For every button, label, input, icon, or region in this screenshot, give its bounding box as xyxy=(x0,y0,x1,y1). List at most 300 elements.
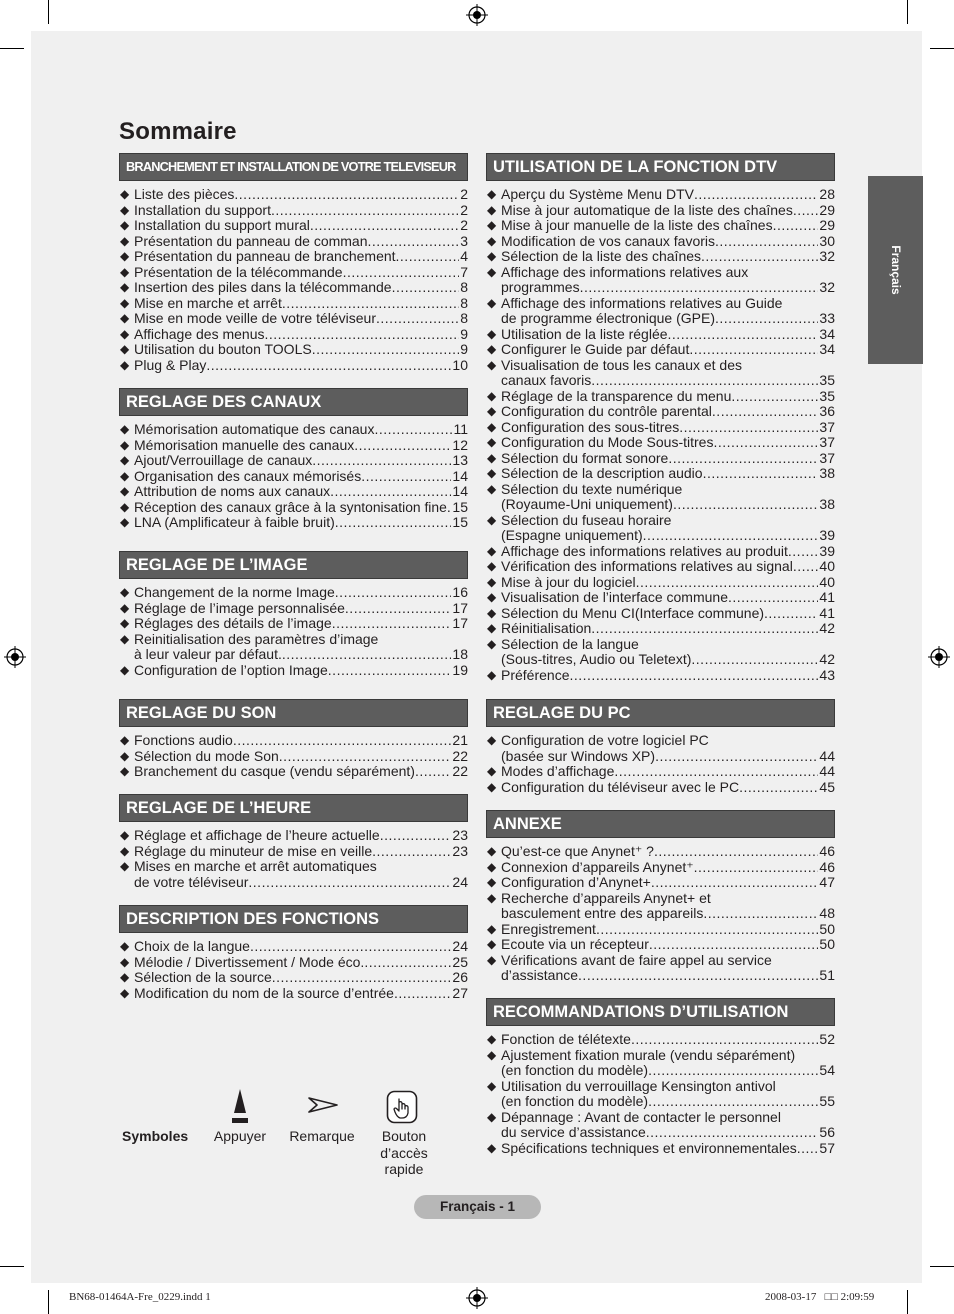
toc-entry-text: Configuration du Mode Sous-titres xyxy=(501,434,714,450)
leader-dots xyxy=(364,955,451,971)
toc-page-number: 25 xyxy=(452,953,468,970)
toc-entry-text: Réception des canaux grâce à la syntonisation fine xyxy=(134,498,447,515)
toc-entry xyxy=(486,358,835,389)
toc-entry-text: Présentation de la télécommande xyxy=(134,263,343,280)
toc-entry-text: Configurer le Guide par défaut xyxy=(501,341,690,357)
toc-page-number: 50 xyxy=(819,920,835,937)
toc-page-number: 35 xyxy=(819,387,835,404)
toc-entry xyxy=(486,860,835,876)
toc-entry xyxy=(119,327,468,343)
leader-dots xyxy=(739,780,818,796)
page-title: Sommaire xyxy=(119,118,237,145)
leader-dots xyxy=(694,187,818,203)
tools-label-line: d’accès xyxy=(380,1144,428,1161)
toc-entry xyxy=(119,970,468,986)
leader-dots xyxy=(233,733,452,749)
toc-entry xyxy=(486,1110,835,1141)
toc-entry xyxy=(119,342,468,358)
toc-entry-text: Sélection de la source xyxy=(134,969,272,985)
toc-page-number: 46 xyxy=(819,858,835,875)
toc-entry-text: (Royaume-Uni uniquement) xyxy=(501,496,673,512)
toc-entry xyxy=(486,234,835,250)
crop-mark xyxy=(930,1266,954,1267)
leader-dots xyxy=(374,422,452,438)
leader-dots xyxy=(330,484,451,500)
leader-dots xyxy=(271,203,459,219)
leader-dots xyxy=(731,389,818,405)
toc-page-number: 19 xyxy=(452,661,468,678)
toc-page-number: 34 xyxy=(819,341,835,357)
toc-entry xyxy=(486,780,835,796)
toc-page-number: 4 xyxy=(460,248,468,264)
diamond-bullet-icon: ◆ xyxy=(487,202,497,217)
diamond-bullet-icon: ◆ xyxy=(487,764,497,778)
leader-dots xyxy=(234,187,459,203)
toc-entry xyxy=(119,203,468,219)
toc-entry-text: Présentation du panneau de comman xyxy=(134,232,368,249)
toc-entry-text: Réglage et affichage de l’heure actuelle xyxy=(134,827,380,843)
toc-entry xyxy=(119,453,468,469)
toc-page-number: 43 xyxy=(819,666,835,683)
toc-entry xyxy=(486,466,835,482)
toc-section xyxy=(119,794,468,890)
registration-mark-icon xyxy=(4,646,26,668)
registration-mark-icon xyxy=(466,1287,488,1309)
leader-dots xyxy=(614,764,818,780)
toc-entry xyxy=(119,844,468,860)
toc-page-number: 46 xyxy=(819,843,835,859)
diamond-bullet-icon: ◆ xyxy=(487,342,497,356)
toc-entry xyxy=(119,484,468,500)
toc-list xyxy=(119,187,468,373)
toc-entry-text: Affichage des menus xyxy=(134,325,265,342)
toc-entry-text: Fonction de télétexte xyxy=(501,1031,631,1047)
diamond-bullet-icon: ◆ xyxy=(120,764,130,778)
note-icon xyxy=(308,1097,338,1113)
toc-page-number: 14 xyxy=(452,483,468,499)
toc-entry xyxy=(486,733,835,764)
leader-dots xyxy=(643,528,819,544)
toc-list xyxy=(486,844,835,984)
diamond-bullet-icon: ◆ xyxy=(120,342,130,356)
toc-entry xyxy=(119,296,468,312)
diamond-bullet-icon: ◆ xyxy=(487,1078,497,1093)
diamond-bullet-icon: ◆ xyxy=(487,264,497,279)
toc-entry xyxy=(486,327,835,343)
language-side-tab xyxy=(868,176,923,364)
toc-entry xyxy=(119,601,468,617)
toc-entry-text: Configuration du téléviseur avec le PC xyxy=(501,778,740,795)
toc-entry-text: du service d’assistance xyxy=(501,1124,646,1140)
toc-page-number: 21 xyxy=(452,732,468,748)
toc-entry xyxy=(119,311,468,327)
toc-entry-text: Ajout/Verrouillage de canaux xyxy=(134,452,313,468)
diamond-bullet-icon: ◆ xyxy=(487,466,497,480)
side-tab-label: Français xyxy=(888,245,903,295)
leader-dots xyxy=(701,249,818,265)
toc-list xyxy=(486,187,835,683)
toc-entry xyxy=(119,187,468,203)
diamond-bullet-icon: ◆ xyxy=(487,1109,497,1124)
toc-entry-text: Plug & Play xyxy=(134,356,207,373)
toc-page-number: 32 xyxy=(819,279,835,295)
toc-entry xyxy=(486,922,835,938)
toc-entry xyxy=(486,342,835,358)
toc-entry-text: Mise à jour du logiciel xyxy=(501,573,636,590)
diamond-bullet-icon: ◆ xyxy=(487,512,497,527)
leader-dots xyxy=(591,373,818,389)
leader-dots xyxy=(310,218,459,234)
toc-section xyxy=(119,388,468,531)
toc-page-number: 28 xyxy=(819,186,835,202)
toc-list xyxy=(486,733,835,795)
leader-dots xyxy=(654,844,818,860)
crop-mark xyxy=(0,48,24,49)
toc-entry xyxy=(486,559,835,575)
toc-entry-text: Liste des pièces xyxy=(134,186,235,202)
leader-dots xyxy=(282,296,459,312)
diamond-bullet-icon: ◆ xyxy=(120,954,130,969)
toc-list xyxy=(119,422,468,531)
leader-dots xyxy=(312,453,451,469)
leader-dots xyxy=(703,466,819,482)
toc-entry-text: Sélection du fuseau horaire xyxy=(501,511,672,528)
toc-entry-text: Modes d’affichage xyxy=(501,763,615,779)
diamond-bullet-icon: ◆ xyxy=(487,733,497,747)
toc-page-number: 12 xyxy=(452,436,468,453)
diamond-bullet-icon: ◆ xyxy=(487,218,497,232)
section-heading: BRANCHEMENT ET INSTALLATION DE VOTRE TELEVISEUR xyxy=(119,153,468,181)
leader-dots xyxy=(335,585,452,601)
toc-section xyxy=(486,699,835,795)
toc-entry xyxy=(486,575,835,591)
leader-dots xyxy=(691,652,818,668)
toc-entry-text: Réinitialisation xyxy=(501,620,592,636)
toc-entry xyxy=(486,1032,835,1048)
toc-entry xyxy=(486,1079,835,1110)
diamond-bullet-icon: ◆ xyxy=(487,667,497,682)
toc-entry-text: Réglage de l’image personnalisée xyxy=(134,599,345,616)
toc-entry-text: Sélection du texte numérique xyxy=(501,480,683,497)
toc-entry-text: Mémorisation automatique des canaux xyxy=(134,421,375,437)
leader-dots xyxy=(591,621,818,637)
press-icon xyxy=(230,1087,250,1125)
leader-dots xyxy=(694,860,819,876)
toc-entry-text: Utilisation de la liste réglée xyxy=(501,325,668,342)
toc-page-number: 14 xyxy=(452,467,468,484)
toc-page-number: 11 xyxy=(453,421,468,437)
toc-entry-text: Mise en marche et arrêt xyxy=(134,294,282,311)
toc-entry-text: à leur valeur par défaut. xyxy=(134,646,282,662)
diamond-bullet-icon: ◆ xyxy=(120,748,130,763)
toc-entry-text: Réglages des détails de l’image xyxy=(134,615,332,631)
print-slug-right: 2008-03-17 □□ 2:09:59 xyxy=(765,1291,875,1303)
toc-entry xyxy=(486,668,835,684)
toc-section xyxy=(486,810,835,984)
toc-entry xyxy=(486,296,835,327)
toc-page-number: 33 xyxy=(819,310,835,326)
toc-entry-text: Attribution de noms aux canaux xyxy=(134,483,331,499)
diamond-bullet-icon: ◆ xyxy=(487,450,497,465)
toc-entry xyxy=(486,404,835,420)
registration-mark-icon xyxy=(466,4,488,26)
toc-entry xyxy=(119,585,468,601)
leader-dots xyxy=(668,451,818,467)
toc-entry xyxy=(486,621,835,637)
section-heading: REGLAGE DES CANAUX xyxy=(119,388,468,416)
leader-dots xyxy=(788,544,819,560)
toc-page-number: 41 xyxy=(819,604,835,621)
toc-page-number: 38 xyxy=(819,465,835,481)
diamond-bullet-icon: ◆ xyxy=(487,636,497,651)
leader-dots xyxy=(580,280,819,296)
registration-mark-icon xyxy=(928,646,950,668)
toc-entry xyxy=(486,482,835,513)
toc-page-number: 3 xyxy=(460,232,468,249)
toc-page-number: 30 xyxy=(819,232,835,249)
crop-mark xyxy=(930,48,954,49)
diamond-bullet-icon: ◆ xyxy=(120,295,130,310)
leader-dots xyxy=(394,986,451,1002)
toc-entry-text: Réglage du minuteur de mise en veille xyxy=(134,842,373,859)
diamond-bullet-icon: ◆ xyxy=(487,249,497,263)
crop-mark xyxy=(48,1290,49,1314)
toc-entry-text: Mémorisation manuelle des canaux xyxy=(134,436,355,453)
toc-page-number: 2 xyxy=(460,186,468,202)
diamond-bullet-icon: ◆ xyxy=(487,952,497,967)
leader-dots xyxy=(265,327,460,343)
toc-page-number: 56 xyxy=(819,1124,835,1140)
toc-entry xyxy=(486,420,835,436)
diamond-bullet-icon: ◆ xyxy=(120,218,130,232)
diamond-bullet-icon: ◆ xyxy=(120,733,130,747)
toc-section xyxy=(119,551,468,678)
section-heading: DESCRIPTION DES FONCTIONS xyxy=(119,905,468,933)
leader-dots xyxy=(345,601,452,617)
diamond-bullet-icon: ◆ xyxy=(120,187,130,201)
tools-label-line: rapide xyxy=(384,1161,424,1177)
toc-entry-text: Sélection du mode Son xyxy=(134,747,279,764)
toc-page-number: 10 xyxy=(452,356,468,373)
toc-entry-text: (basée sur Windows XP) xyxy=(501,747,656,764)
toc-entry-text: Ajustement fixation murale (vendu séparément) xyxy=(501,1046,796,1063)
print-slug-left: BN68-01464A-Fre_0229.indd 1 xyxy=(69,1291,211,1303)
page-number-badge: Français - 1 xyxy=(414,1195,541,1219)
toc-page-number: 17 xyxy=(452,615,468,631)
diamond-bullet-icon: ◆ xyxy=(487,233,497,248)
leader-dots xyxy=(793,203,819,219)
toc-entry-text: Présentation du panneau de branchement xyxy=(134,248,396,264)
leader-dots xyxy=(380,828,452,844)
diamond-bullet-icon: ◆ xyxy=(120,484,130,498)
toc-entry xyxy=(119,764,468,780)
leader-dots xyxy=(372,844,451,860)
toc-entry xyxy=(119,986,468,1002)
toc-entry-text: Sélection du format sonore xyxy=(501,449,669,466)
toc-entry-text: (Sous-titres, Audio ou Teletext) xyxy=(501,651,692,667)
toc-entry-text: Connexion d’appareils Anynet⁺ xyxy=(501,858,694,875)
section-heading: REGLAGE DU SON xyxy=(119,699,468,727)
diamond-bullet-icon: ◆ xyxy=(487,481,497,496)
toc-page-number: 2 xyxy=(460,217,468,233)
toc-entry xyxy=(119,469,468,485)
toc-entry-text: Sélection du Menu CI(Interface commune) xyxy=(501,604,765,621)
tools-button-icon xyxy=(386,1090,418,1124)
leader-dots xyxy=(636,575,819,591)
toc-page-number: 37 xyxy=(819,418,835,435)
toc-page-number: 8 xyxy=(460,310,468,326)
toc-entry-text: Modification du nom de la source d’entrée xyxy=(134,984,394,1001)
toc-entry xyxy=(486,590,835,606)
diamond-bullet-icon: ◆ xyxy=(120,985,130,1000)
toc-page-number: 42 xyxy=(819,651,835,667)
diamond-bullet-icon: ◆ xyxy=(487,574,497,589)
toc-page-number: 39 xyxy=(819,542,835,559)
leader-dots xyxy=(797,1141,819,1157)
toc-page-number: 34 xyxy=(819,325,835,342)
diamond-bullet-icon: ◆ xyxy=(487,435,497,449)
toc-page-number: 37 xyxy=(819,434,835,450)
diamond-bullet-icon: ◆ xyxy=(120,515,130,529)
toc-entry-text: Configuration de l’option Image xyxy=(134,661,328,678)
toc-entry-text: Modification de vos canaux favoris xyxy=(501,232,715,249)
leader-dots xyxy=(332,616,452,632)
toc-section xyxy=(119,699,468,780)
diamond-bullet-icon: ◆ xyxy=(120,631,130,646)
toc-page-number: 7 xyxy=(460,263,468,280)
section-heading: ANNEXE xyxy=(486,810,835,838)
leader-dots xyxy=(673,497,818,513)
toc-entry xyxy=(119,280,468,296)
toc-entry xyxy=(486,513,835,544)
leader-dots xyxy=(569,668,818,684)
leader-dots xyxy=(668,327,819,343)
toc-entry-text: d’assistance xyxy=(501,967,579,983)
leader-dots xyxy=(646,1125,819,1141)
diamond-bullet-icon: ◆ xyxy=(120,828,130,842)
toc-entry-text: Recherche d’appareils Anynet+ et xyxy=(501,889,711,906)
leader-dots xyxy=(250,939,451,955)
diamond-bullet-icon: ◆ xyxy=(487,1140,497,1155)
toc-entry-text: Configuration du contrôle parental xyxy=(501,403,712,419)
toc-entry-text: Installation du support mural xyxy=(134,217,310,233)
toc-entry-text: Mélodie / Divertissement / Mode éco. xyxy=(134,953,365,970)
crop-mark xyxy=(907,0,908,24)
leader-dots xyxy=(712,404,819,420)
toc-entry xyxy=(486,203,835,219)
toc-entry xyxy=(119,955,468,971)
diamond-bullet-icon: ◆ xyxy=(487,419,497,434)
leader-dots xyxy=(713,435,818,451)
diamond-bullet-icon: ◆ xyxy=(120,422,130,436)
toc-page-number: 2 xyxy=(460,201,468,218)
toc-page-number: 44 xyxy=(819,747,835,764)
diamond-bullet-icon: ◆ xyxy=(487,859,497,874)
leader-dots xyxy=(703,906,818,922)
toc-page-number: 15 xyxy=(452,514,468,530)
toc-entry-text: Ecoute via un récepteur xyxy=(501,936,649,952)
toc-entry-text: Aperçu du Système Menu DTV xyxy=(501,186,694,202)
toc-entry xyxy=(486,1141,835,1157)
toc-page-number: 54 xyxy=(819,1062,835,1078)
toc-list xyxy=(119,585,468,678)
section-heading: RECOMMANDATIONS D’UTILISATION xyxy=(486,998,835,1026)
diamond-bullet-icon: ◆ xyxy=(120,970,130,984)
diamond-bullet-icon: ◆ xyxy=(487,875,497,889)
toc-entry-text: Choix de la langue xyxy=(134,938,250,954)
diamond-bullet-icon: ◆ xyxy=(120,499,130,514)
diamond-bullet-icon: ◆ xyxy=(120,843,130,858)
leader-dots xyxy=(655,749,818,765)
toc-list xyxy=(119,828,468,890)
leader-dots xyxy=(312,342,460,358)
toc-entry-text: Mise à jour manuelle de la liste des chaînes xyxy=(501,217,773,233)
press-label: Appuyer xyxy=(213,1128,267,1144)
toc-entry-text: Mise en mode veille de votre téléviseur xyxy=(134,310,377,326)
section-heading: REGLAGE DU PC xyxy=(486,699,835,727)
toc-entry-text: (Espagne uniquement) xyxy=(501,527,643,543)
toc-page-number: 29 xyxy=(819,217,835,233)
toc-entry xyxy=(119,733,468,749)
toc-entry xyxy=(486,451,835,467)
toc-entry xyxy=(119,515,468,531)
toc-entry-text: Réglage de la transparence du menu xyxy=(501,387,732,404)
leader-dots xyxy=(649,937,819,953)
toc-page-number: 15 xyxy=(452,498,468,515)
toc-page-number: 41 xyxy=(819,589,835,605)
toc-page-number: 9 xyxy=(460,325,468,342)
toc-list xyxy=(486,1032,835,1156)
toc-entry-text: programmes xyxy=(501,279,580,295)
toc-section xyxy=(119,905,468,1001)
crop-mark xyxy=(0,1266,24,1267)
toc-list xyxy=(119,733,468,780)
toc-page-number: 35 xyxy=(819,372,835,388)
toc-entry xyxy=(119,234,468,250)
toc-page-number: 23 xyxy=(452,827,468,843)
toc-entry xyxy=(486,844,835,860)
toc-entry xyxy=(119,218,468,234)
toc-page-number: 16 xyxy=(452,584,468,600)
diamond-bullet-icon: ◆ xyxy=(487,779,497,794)
leader-dots xyxy=(354,438,451,454)
diamond-bullet-icon: ◆ xyxy=(120,859,130,873)
toc-entry xyxy=(486,544,835,560)
diamond-bullet-icon: ◆ xyxy=(487,605,497,620)
toc-page-number: 22 xyxy=(452,763,468,779)
toc-entry-text: Fonctions audio xyxy=(134,732,233,748)
diamond-bullet-icon: ◆ xyxy=(487,921,497,936)
toc-entry-text: Vérification des informations relatives au signal xyxy=(501,558,793,574)
leader-dots xyxy=(282,647,452,663)
diamond-bullet-icon: ◆ xyxy=(120,264,130,279)
diamond-bullet-icon: ◆ xyxy=(487,937,497,951)
leader-dots xyxy=(793,559,819,575)
toc-section xyxy=(486,153,835,683)
leader-dots xyxy=(728,590,818,606)
leader-dots xyxy=(689,342,818,358)
tools-label-line: Bouton xyxy=(381,1128,427,1144)
toc-page-number: 32 xyxy=(819,248,835,264)
toc-page-number: 22 xyxy=(452,747,468,764)
toc-entry xyxy=(119,749,468,765)
leader-dots xyxy=(415,764,451,780)
toc-entry-text: Insertion des piles dans la télécommande xyxy=(134,279,392,295)
toc-entry-text: (en fonction du modèle) xyxy=(501,1093,649,1109)
toc-page-number: 17 xyxy=(452,599,468,616)
toc-entry-text: Vérifications avant de faire appel au service xyxy=(501,951,772,968)
toc-entry-text: basculement entre des appareils xyxy=(501,905,704,921)
